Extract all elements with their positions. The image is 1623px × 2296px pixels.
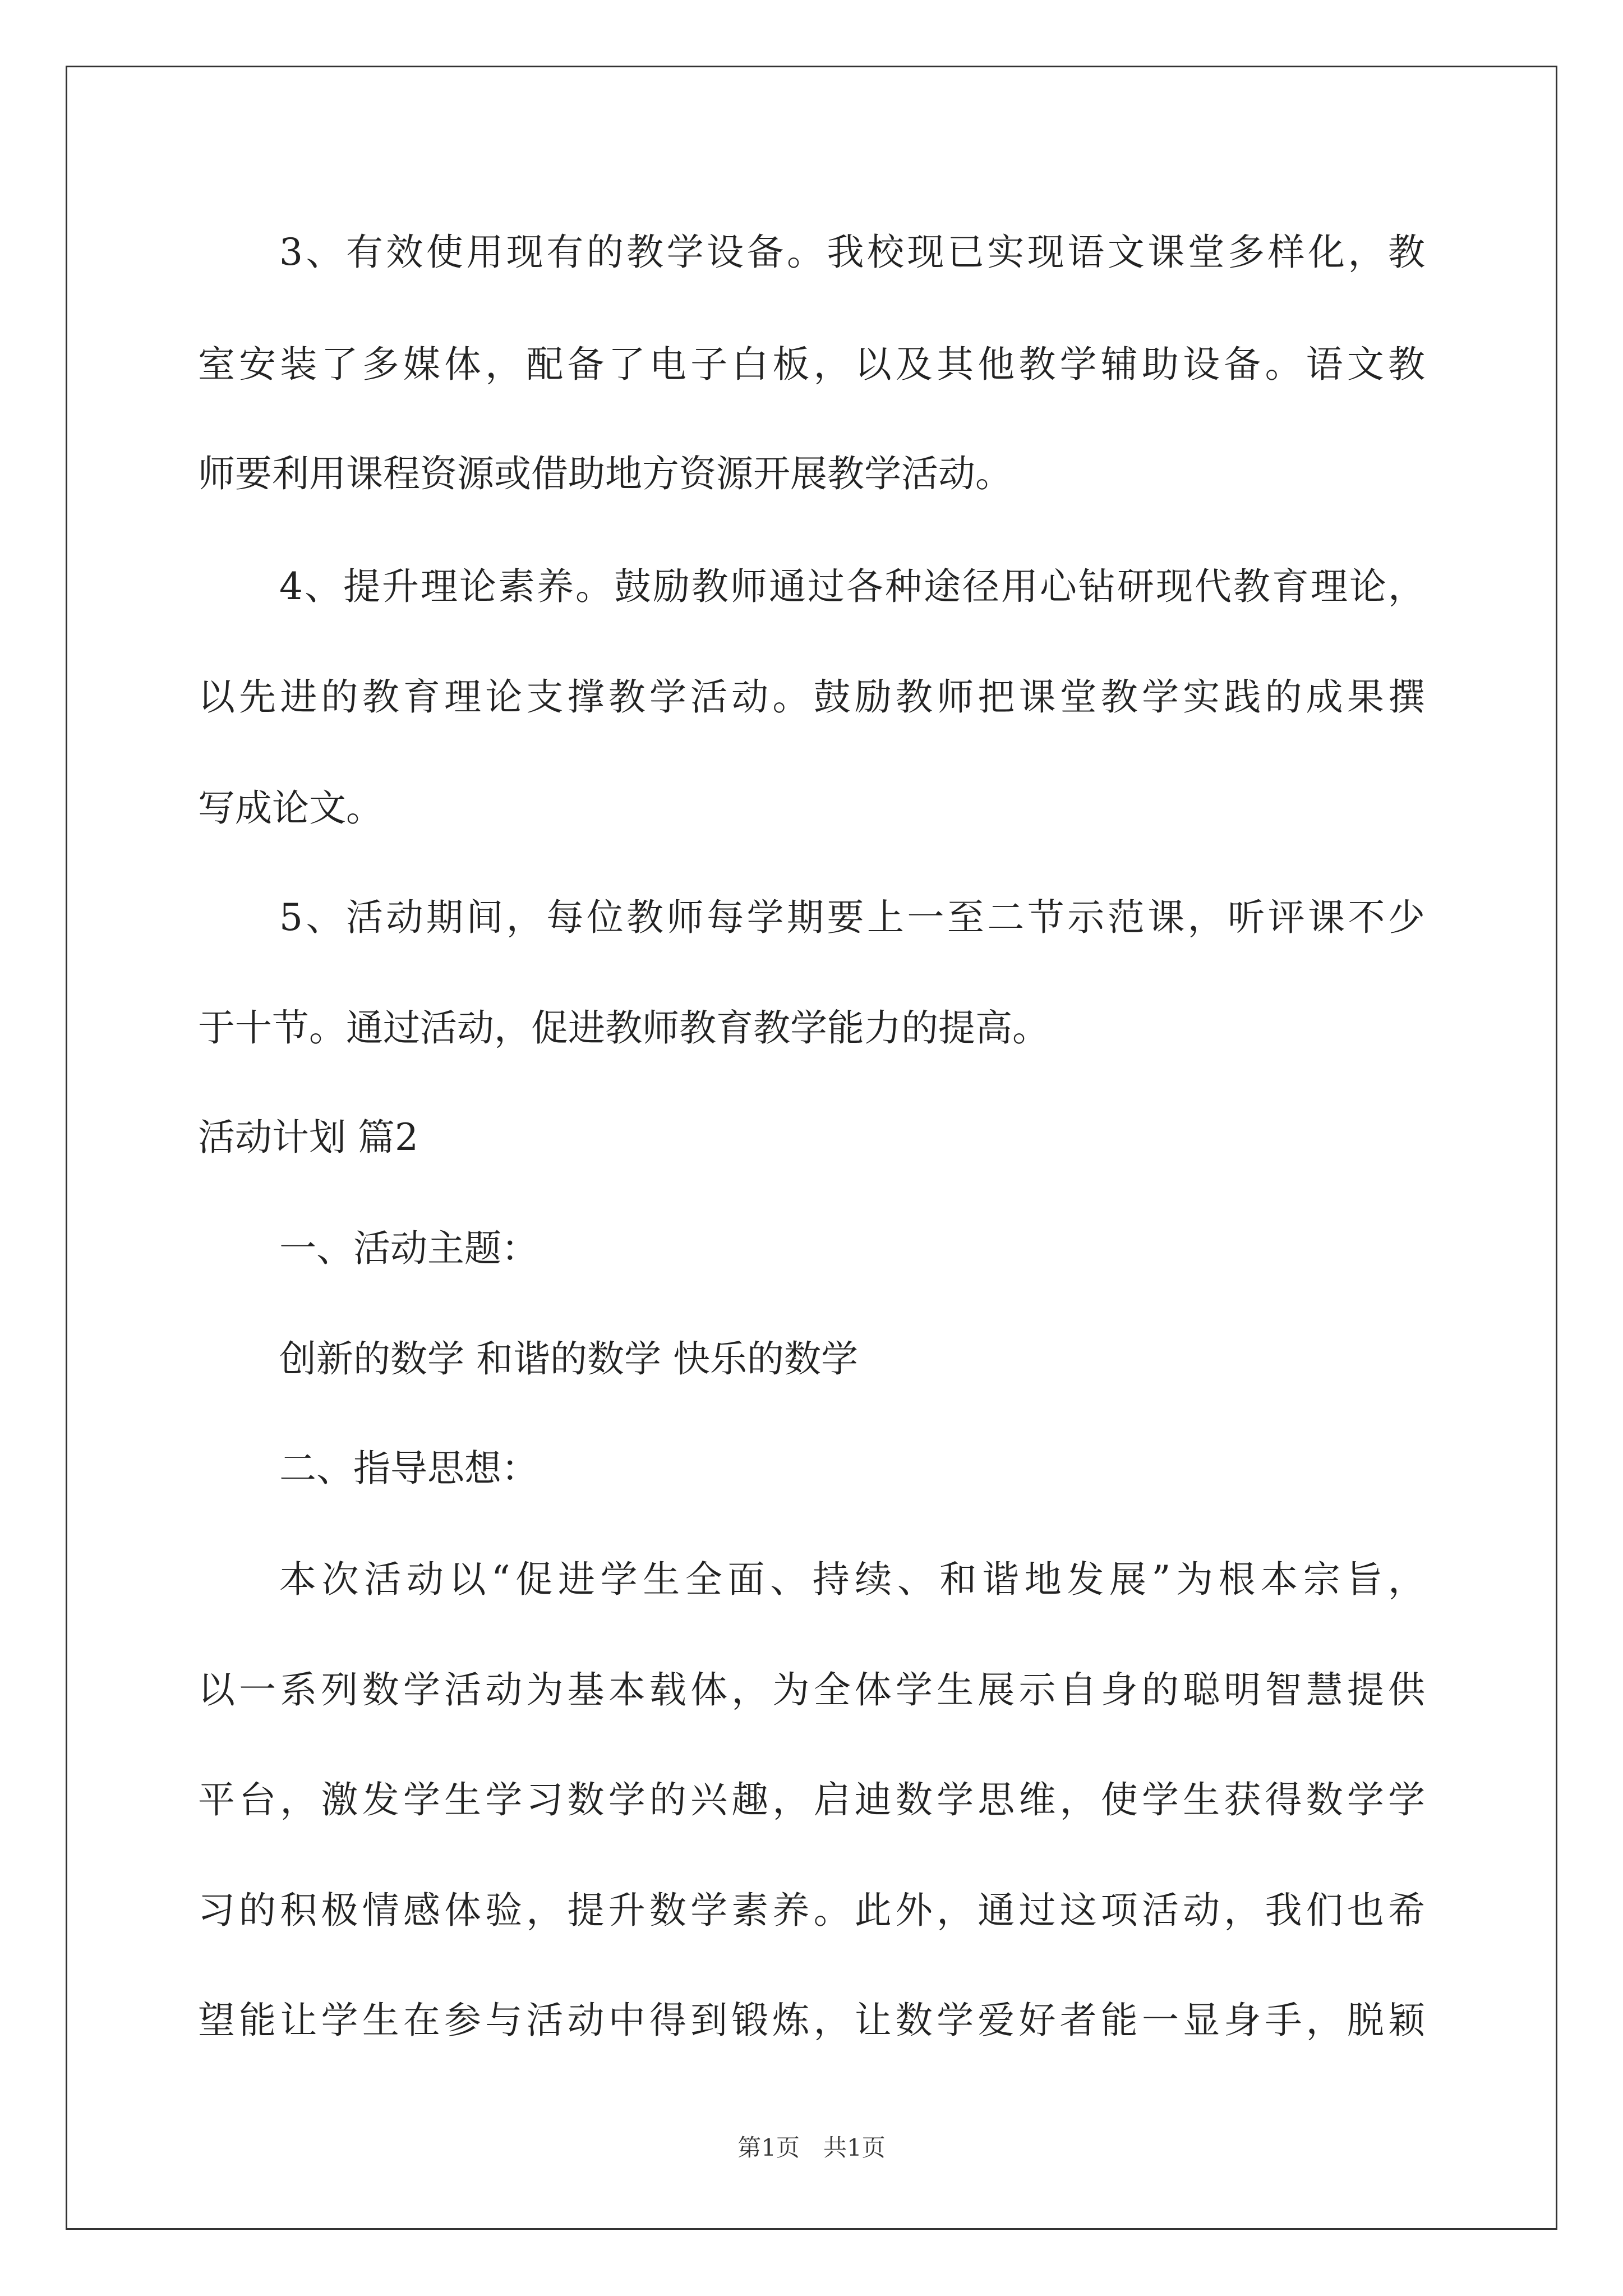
paragraph-line: 室安装了多媒体，配备了电子白板，以及其他教学辅助设备。语文教 (198, 343, 1425, 386)
paragraph-line: 师要利用课程资源或借助地方资源开展教学活动。 (198, 452, 1012, 495)
paragraph-line: 于十节。通过活动，促进教师教育教学能力的提高。 (198, 1006, 1049, 1050)
paragraph-line: 3、有效使用现有的教学设备。我校现已实现语文课堂多样化，教 (279, 231, 1425, 274)
paragraph-line: 平台，激发学生学习数学的兴趣，启迪数学思维，使学生获得数学学 (198, 1778, 1425, 1821)
theme-text: 创新的数学 和谐的数学 快乐的数学 (279, 1337, 858, 1381)
paragraph-line: 本次活动以“促进学生全面、持续、和谐地发展”为根本宗旨， (279, 1558, 1425, 1601)
paragraph-line: 写成论文。 (198, 786, 383, 830)
section-heading: 活动计划 篇2 (198, 1116, 418, 1159)
paragraph-line: 习的积极情感体验，提升数学素养。此外，通过这项活动，我们也希 (198, 1889, 1425, 1932)
subheading-guiding-idea: 二、指导思想： (279, 1447, 538, 1490)
paragraph-line: 以先进的教育理论支撑教学活动。鼓励教师把课堂教学实践的成果撰 (198, 675, 1425, 719)
paragraph-line: 以一系列数学活动为基本载体，为全体学生展示自身的聪明智慧提供 (198, 1668, 1425, 1711)
page-footer: 第1页 共1页 (737, 2134, 886, 2161)
paragraph-line: 5、活动期间，每位教师每学期要上一至二节示范课，听评课不少 (279, 896, 1425, 939)
paragraph-line: 4、提升理论素养。鼓励教师通过各种途径用心钻研现代教育理论， (279, 565, 1425, 608)
paragraph-line: 望能让学生在参与活动中得到锻炼，让数学爱好者能一显身手，脱颖 (198, 1999, 1425, 2042)
subheading-theme: 一、活动主题： (279, 1227, 538, 1270)
